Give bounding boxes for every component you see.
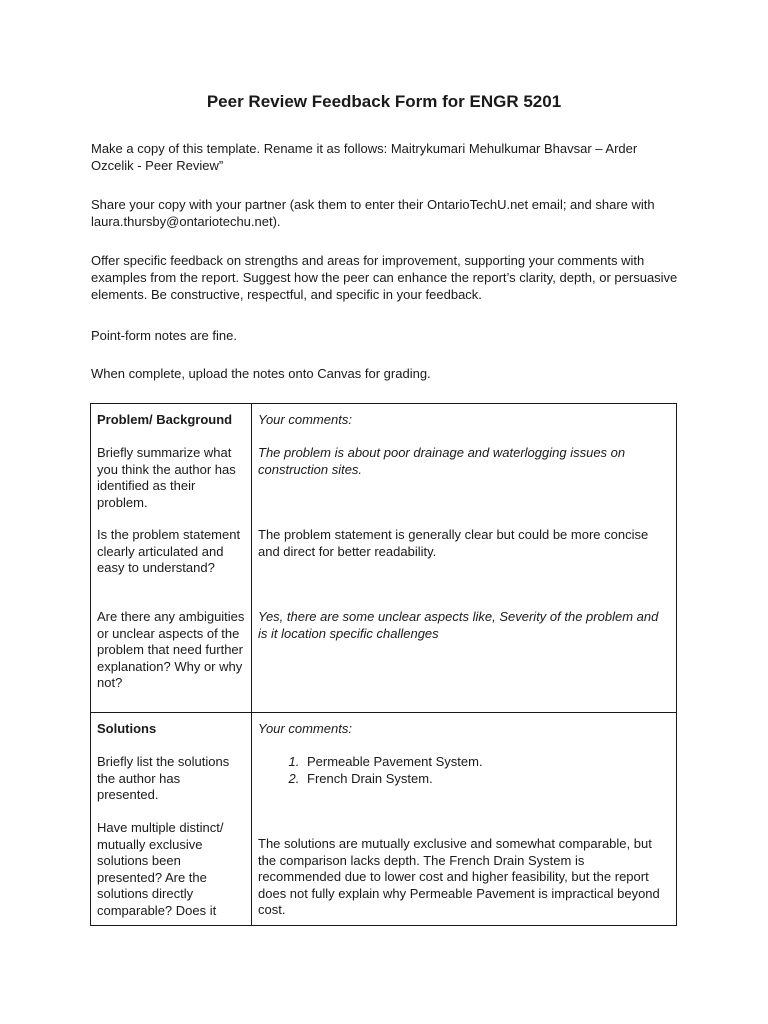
solutions-row bbox=[91, 713, 677, 926]
solutions-comments-cell[interactable] bbox=[252, 713, 677, 926]
solutions-list-item: 1. Permeable Pavement System. bbox=[303, 754, 670, 771]
problem-questions-cell bbox=[91, 404, 252, 713]
problem-q3: Are there any ambiguities or unclear aspects of the problem that need further explanation? Why or why not? bbox=[97, 609, 245, 690]
problem-a3: Yes, there are some unclear aspects like, Severity of the problem and is it location specific challenges bbox=[258, 609, 659, 641]
solutions-q1: Briefly list the solutions the author has presented. bbox=[97, 754, 230, 802]
instruction-feedback-guidance: Offer specific feedback on strengths and areas for improvement, supporting your comments with examples from the report. Suggest how the peer can enhance the report’s clarity, depth, or persuasive elements. Be constructive, respectful, and specific in your feedback. bbox=[91, 253, 678, 302]
solutions-questions-cell bbox=[91, 713, 252, 926]
instruction-copy-template: Make a copy of this template. Rename it as follows: Maitrykumari Mehulkumar Bhavsar – Arder Ozcelik - Peer Review” bbox=[91, 141, 638, 173]
solutions-list-item: 2. French Drain System. bbox=[303, 771, 670, 788]
solutions-list bbox=[258, 754, 670, 836]
solutions-comments-label: Your comments: bbox=[258, 721, 352, 736]
solutions-a2: The solutions are mutually exclusive and somewhat comparable, but the comparison lacks depth. The French Drain System is recommended due to lower cost and higher feasibility, but the report does not fully explain why Permeable Pavement is impractical beyond cost. bbox=[258, 836, 660, 917]
problem-q1: Briefly summarize what you think the author has identified as their problem. bbox=[97, 445, 236, 510]
solutions-q2: Have multiple distinct/ mutually exclusive solutions been presented? Are the solutions directly comparable? Does it bbox=[97, 820, 224, 918]
problem-a2: The problem statement is generally clear but could be more concise and direct for better readability. bbox=[258, 527, 649, 559]
problem-a1: The problem is about poor drainage and waterlogging issues on construction sites. bbox=[258, 445, 626, 477]
page-title: Peer Review Feedback Form for ENGR 5201 bbox=[206, 92, 562, 111]
problem-q2: Is the problem statement clearly articulated and easy to understand? bbox=[97, 527, 241, 575]
problem-comments-label: Your comments: bbox=[258, 412, 352, 427]
problem-row bbox=[91, 404, 677, 713]
problem-comments-cell[interactable] bbox=[252, 404, 677, 713]
problem-heading: Problem/ Background bbox=[97, 412, 233, 427]
instruction-share-copy: Share your copy with your partner (ask them to enter their OntarioTechU.net email; and share with laura.thursby@ontariotechu.net). bbox=[91, 197, 655, 229]
review-table bbox=[90, 403, 677, 926]
instruction-upload: When complete, upload the notes onto Canvas for grading. bbox=[91, 366, 431, 381]
solutions-heading: Solutions bbox=[97, 721, 157, 736]
instruction-point-form: Point-form notes are fine. bbox=[91, 328, 237, 343]
